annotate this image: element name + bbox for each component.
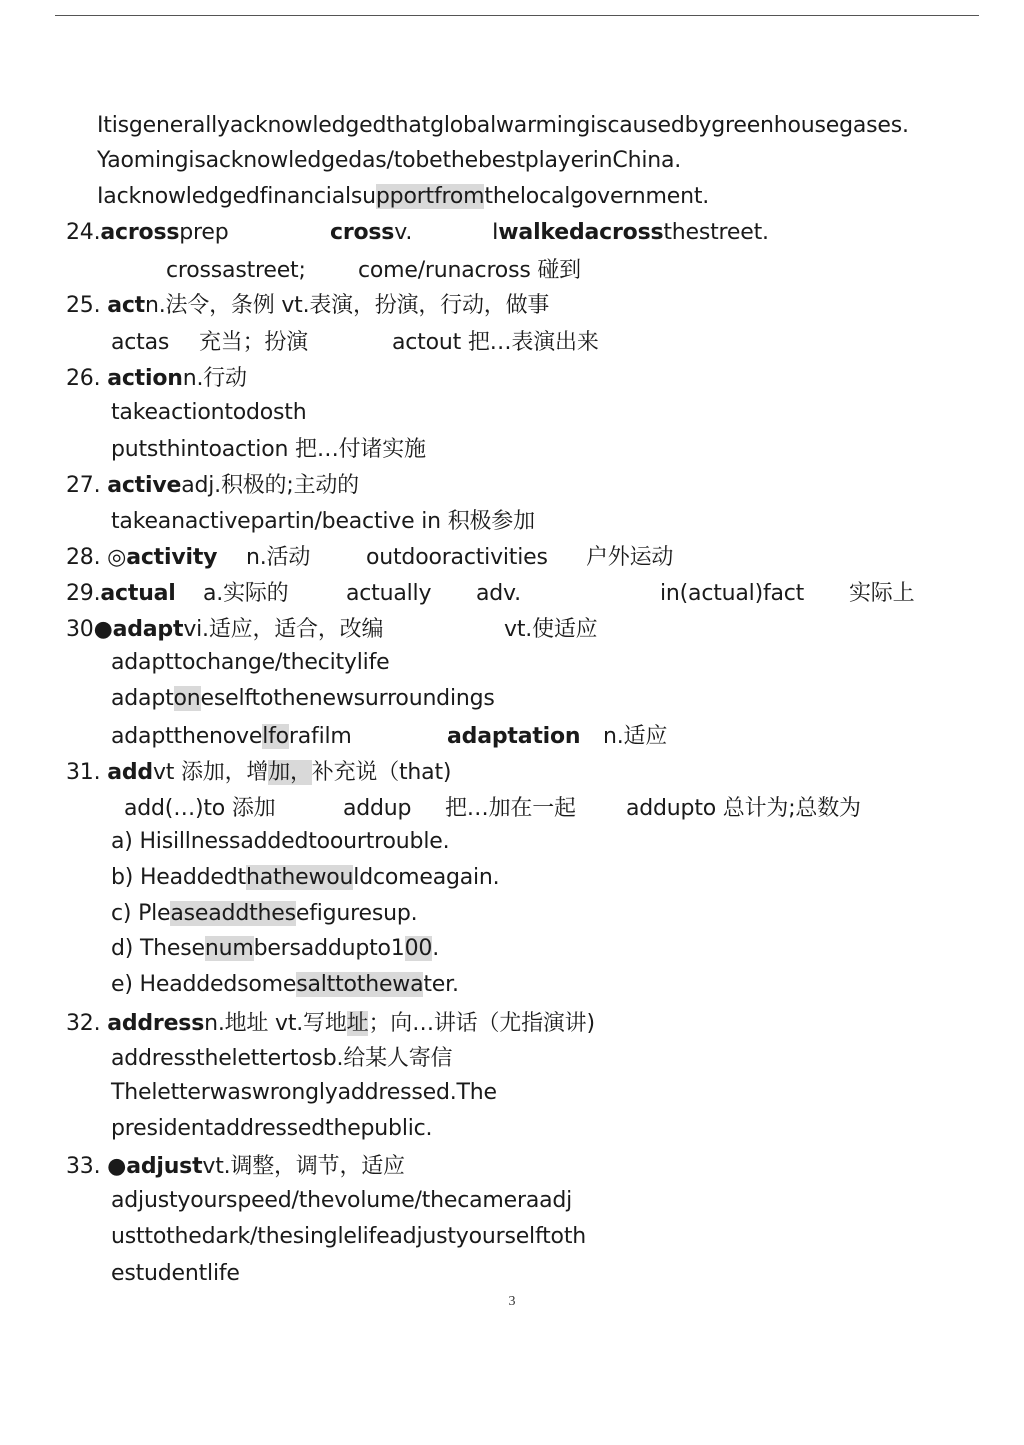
entry-27: 27. activeadj.积极的;主动的 bbox=[66, 473, 359, 498]
headword: actual bbox=[100, 581, 176, 606]
headword: action bbox=[107, 366, 183, 391]
entry-24: 24.acrossprep crossv. Iwalkedacrossthestreet. bbox=[66, 220, 769, 245]
entry-30: 30●adaptvi.适应，适合，改编 vt.使适应 bbox=[66, 617, 598, 642]
example-sentence: c) Pleaseaddthesefiguresup. bbox=[111, 901, 418, 926]
example-sentence: Theletterwaswronglyaddressed.The bbox=[111, 1080, 497, 1105]
usage-line: adapttochange/thecitylife bbox=[111, 650, 390, 675]
usage-line: crossastreet; come/runacross 碰到 bbox=[166, 258, 581, 283]
entry-25: 25. actn.法令，条例 vt.表演，扮演，行动，做事 bbox=[66, 293, 550, 318]
usage-line: usttothedark/thesinglelifeadjustyourselftoth bbox=[111, 1224, 586, 1249]
entry-31: 31. addvt 添加，增加，补充说（that) bbox=[66, 760, 452, 785]
entry-26: 26. actionn.行动 bbox=[66, 366, 247, 391]
header-rule bbox=[55, 15, 979, 16]
usage-line: adaptthenovelforafilm adaptation n.适应 bbox=[111, 724, 668, 749]
usage-line: add(…)to 添加 addup 把…加在一起 addupto 总计为;总数为 bbox=[124, 796, 861, 821]
headword: add bbox=[107, 760, 153, 785]
usage-line: adaptoneselftothenewsurroundings bbox=[111, 686, 495, 711]
page-number: 3 bbox=[508, 1294, 516, 1309]
headword: adaptation bbox=[447, 724, 581, 749]
example-sentence: Iacknowledgedfinancialsupportfromthelocalgovernment. bbox=[97, 184, 710, 209]
example-sentence: a) Hisillnessaddedtoourtrouble. bbox=[111, 829, 450, 854]
usage-line: takeanactivepartin/beactive in 积极参加 bbox=[111, 509, 535, 534]
usage-line: putsthintoaction 把…付诸实施 bbox=[111, 437, 426, 462]
example-sentence: e) Headdedsomesalttothewater. bbox=[111, 972, 459, 997]
example-sentence: Itisgenerallyacknowledgedthatglobalwarmingiscausedbygreenhousegases. bbox=[97, 113, 909, 138]
usage-line: actas 充当；扮演 actout 把…表演出来 bbox=[111, 330, 599, 355]
headword: adapt bbox=[112, 617, 184, 642]
usage-line: adjustyourspeed/thevolume/thecameraadj bbox=[111, 1188, 573, 1213]
headword: act bbox=[107, 293, 145, 318]
headword: activity bbox=[126, 545, 218, 570]
headword: across bbox=[100, 220, 180, 245]
usage-line: takeactiontodosth bbox=[111, 400, 307, 425]
headword: active bbox=[107, 473, 182, 498]
headword: adjust bbox=[126, 1154, 203, 1179]
usage-line: estudentlife bbox=[111, 1261, 240, 1286]
entry-29: 29.actual a.实际的 actually adv. in(actual)fact 实际上 bbox=[66, 581, 915, 606]
usage-line: addressthelettertosb.给某人寄信 bbox=[111, 1046, 453, 1071]
entry-32: 32. addressn.地址 vt.写地址；向…讲话（尤指演讲) bbox=[66, 1011, 595, 1036]
example-sentence: d) Thesenumbersaddupto100. bbox=[111, 936, 439, 961]
headword: address bbox=[107, 1011, 205, 1036]
entry-28: 28. ◎activity n.活动 outdooractivities 户外运动 bbox=[66, 545, 674, 570]
entry-33: 33. ●adjustvt.调整，调节，适应 bbox=[66, 1154, 405, 1179]
example-sentence: presidentaddressedthepublic. bbox=[111, 1116, 433, 1141]
example-sentence: b) Headdedthathewouldcomeagain. bbox=[111, 865, 500, 890]
example-sentence: Yaomingisacknowledgedas/tobethebestplayerinChina. bbox=[97, 148, 682, 173]
